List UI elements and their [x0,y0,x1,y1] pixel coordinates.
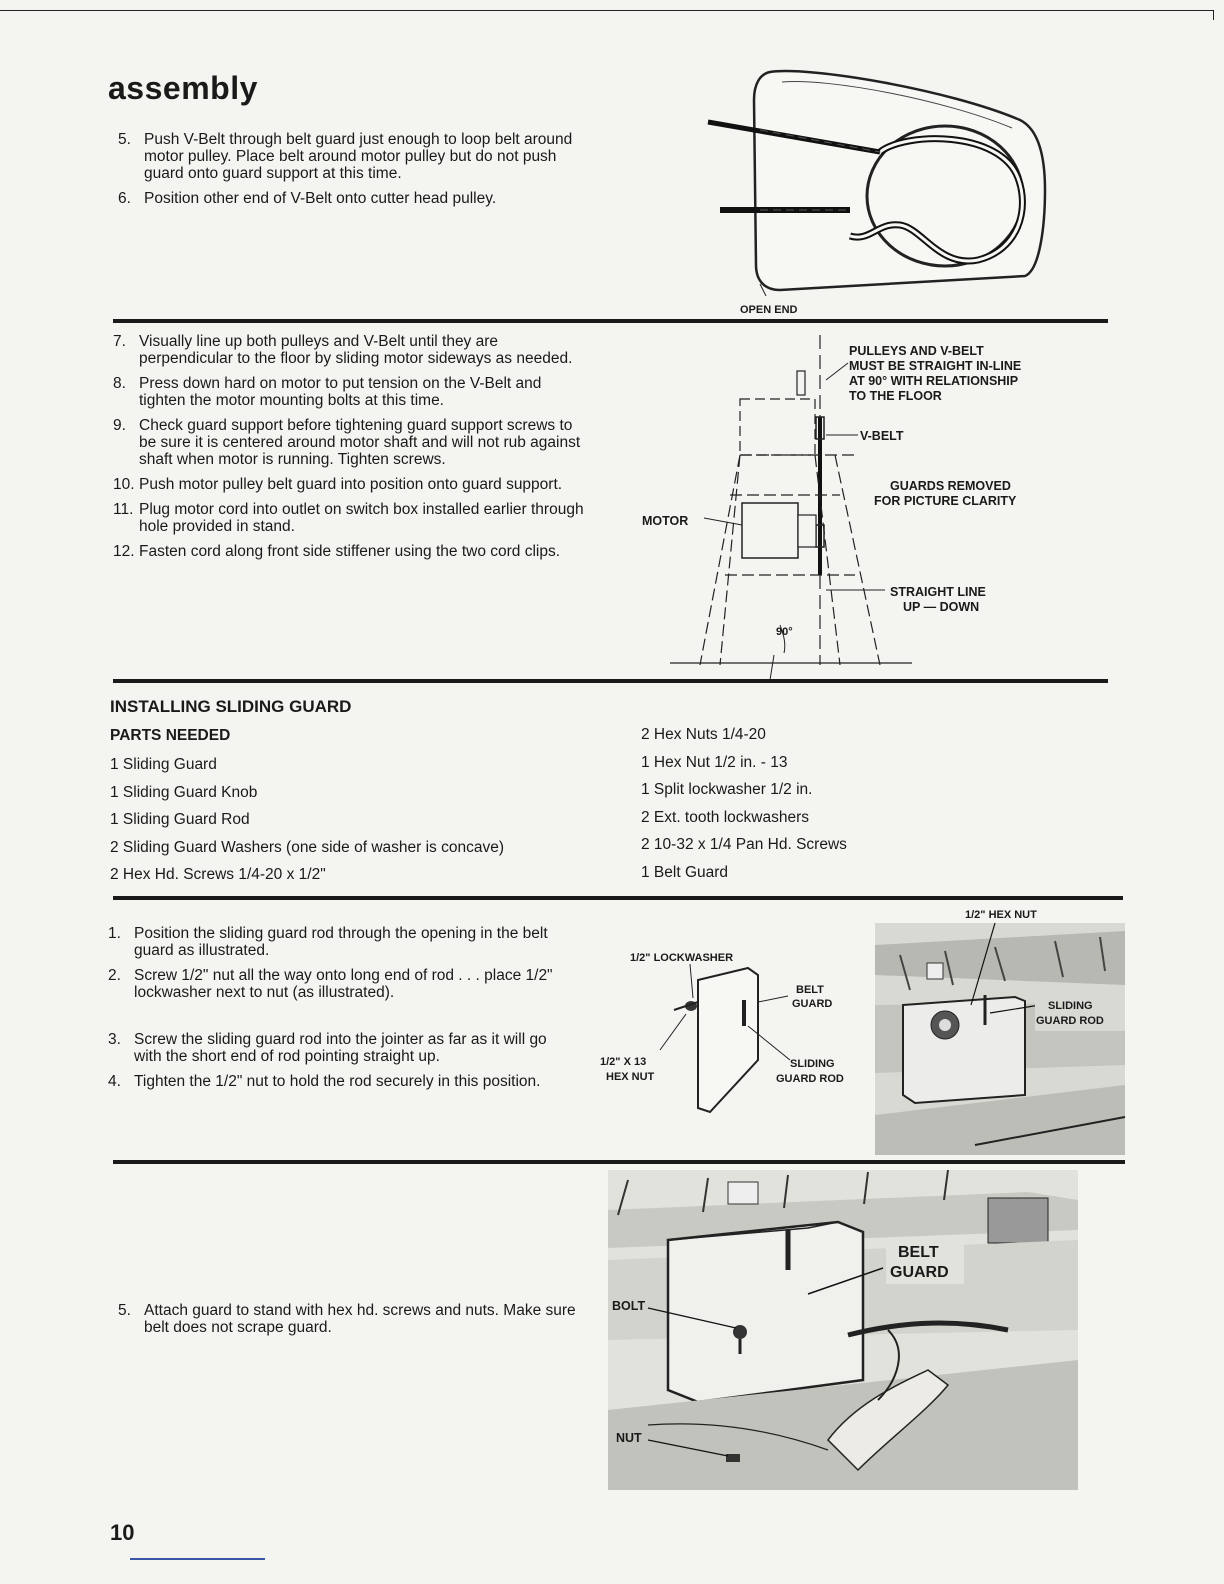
belt-guard-illustration [700,60,1140,320]
straight-line-label: UP — DOWN [903,600,980,614]
list-item: 10. Push motor pulley belt guard into position onto guard support. [113,476,563,493]
photo-sliding-rod-label: GUARD ROD [1036,1015,1104,1027]
pulleys-note-line: AT 90° WITH RELATIONSHIP [849,374,1019,388]
installed-rod-photo [875,905,1125,1160]
bolt-label: BOLT [612,1299,646,1313]
list-item: 3. Screw the sliding guard rod into the jointer as far as it will go with the short end of rod pointing straight up. [108,1031,547,1065]
angle-label: 90° [776,626,793,638]
list-item: 6. Position other end of V-Belt onto cutter head pulley. [118,190,497,207]
list-item: 2 Hex Hd. Screws 1/4-20 x 1/2" [110,866,326,884]
page-title: assembly [108,70,258,106]
belt-guard-label: GUARD [792,998,833,1010]
list-item: 7. Visually line up both pulleys and V-Belt until they are perpendicular to the floor by sliding motor sideways as needed. [113,333,573,367]
list-item: 2. Screw 1/2" nut all the way onto long end of rod . . . place 1/2" lockwasher next to nut (as illustrated). [108,967,553,1001]
photo-hex-nut-label: 1/2" HEX NUT [965,909,1037,921]
pulleys-note-line: PULLEYS AND V-BELT [849,344,984,358]
pulleys-note-line: TO THE FLOOR [849,389,942,403]
list-item: 1. Position the sliding guard rod through the opening in the belt guard as illustrated. [108,925,548,959]
list-item: 8. Press down hard on motor to put tension on the V-Belt and tighten the motor mounting bolts at this time. [113,375,542,409]
list-item: 2 Ext. tooth lockwashers [641,808,809,826]
page-number: 10 [110,1520,135,1545]
list-item: 5. Push V-Belt through belt guard just enough to loop belt around motor pulley. Place belt around motor pulley but do not push guard onto guard support at this time. [118,131,573,182]
top-border-tick [1213,10,1214,20]
lockwasher-label: 1/2" LOCKWASHER [630,952,734,964]
photo-sliding-rod-label: SLIDING [1048,1000,1093,1012]
parts-heading: PARTS NEEDED [110,727,231,744]
top-border-line [0,10,1214,11]
guards-removed-line: FOR PICTURE CLARITY [874,494,1017,508]
list-item: 12. Fasten cord along front side stiffener using the two cord clips. [113,543,561,560]
straight-line-label: STRAIGHT LINE [890,585,986,599]
hex-nut-label: 1/2" X 13 [600,1056,647,1068]
sliding-rod-label: GUARD ROD [776,1073,844,1085]
hex-nut-label: HEX NUT [606,1071,655,1083]
rod-steps-list [108,925,578,1098]
sliding-rod-label: SLIDING [790,1058,835,1070]
list-item: 1 Sliding Guard [110,756,217,773]
belt-guard-label: GUARD [890,1264,949,1281]
section-divider [113,679,1108,683]
list-item: 2 Hex Nuts 1/4-20 [641,726,766,743]
list-item: 1 Hex Nut 1/2 in. - 13 [641,753,788,771]
list-item: 1 Sliding Guard Knob [110,783,258,801]
belt-steps-list [118,131,588,215]
list-item: 4. Tighten the 1/2" nut to hold the rod securely in this position. [108,1073,541,1090]
belt-guard-label: BELT [898,1244,939,1261]
section-divider [113,1160,1125,1164]
v-belt-label: V-BELT [860,429,904,443]
sliding-guard-rod-drawing [598,940,878,1120]
footer-line [130,1558,265,1560]
nut-label: NUT [616,1431,642,1445]
list-item: 1 Split lockwasher 1/2 in. [641,781,813,799]
section-heading: INSTALLING SLIDING GUARD [110,697,352,716]
pulley-alignment-diagram [630,335,1100,670]
open-end-label: OPEN END [740,304,798,316]
alignment-steps-list [113,333,585,568]
pulleys-note-line: MUST BE STRAIGHT IN-LINE [849,359,1022,373]
section-divider [113,319,1108,323]
motor-label: MOTOR [642,514,689,528]
list-item: 2 Sliding Guard Washers (one side of washer is concave) [110,838,505,856]
guards-removed-line: GUARDS REMOVED [890,479,1011,493]
list-item: 11. Plug motor cord into outlet on switch box installed earlier through hole provided in stand. [113,501,584,535]
list-item: 2 10-32 x 1/4 Pan Hd. Screws [641,836,847,854]
belt-guard-label: BELT [796,984,824,996]
list-item: 1 Sliding Guard Rod [110,811,250,829]
final-steps-list [118,1302,588,1344]
list-item: 1 Belt Guard [641,863,729,881]
parts-list-left [110,755,590,893]
parts-list-right [641,725,1061,891]
section-divider [113,896,1123,900]
attach-guard-photo [608,1170,1078,1490]
list-item: 9. Check guard support before tightening guard support screws to be sure it is centered around motor shaft and will not rub against shaft when motor is running. Tighten screws. [113,417,581,468]
list-item: 5. Attach guard to stand with hex hd. screws and nuts. Make sure belt does not scrape guard. [118,1302,576,1336]
